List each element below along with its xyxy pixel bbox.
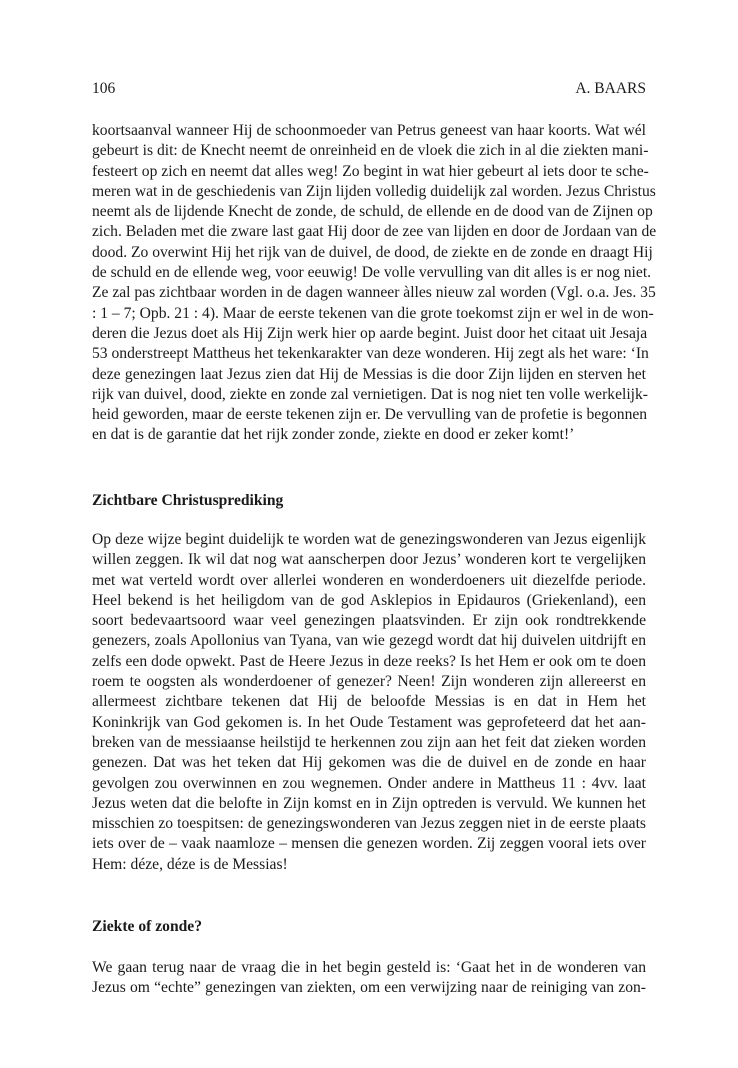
paragraph-2: [92, 530, 646, 875]
paragraph-3: [92, 958, 646, 999]
text-line: heid geworden, maar de eerste tekenen zijn er. De vervulling van de profetie is begonnen: [92, 406, 648, 424]
text-line: allermeest zichtbare tekenen dat Hij de beloofde Messias is en dat in Hem het: [92, 693, 646, 711]
text-line: de schuld en de ellende weg, voor eeuwig! De volle vervulling van dit alles is er nog niet.: [92, 264, 652, 282]
text-line: met wat verteld wordt over allerlei wonderen en wonderdoeners uit diezelfde periode.: [92, 571, 646, 589]
text-line: zich. Beladen met die zware last gaat Hij door de zee van lijden en door de Jordaan van de: [92, 223, 657, 241]
text-line: koortsaanval wanneer Hij de schoonmoeder van Petrus geneest van haar koorts. Wat wél: [92, 122, 646, 139]
text-line: Jezus om “echte” genezingen van ziekten, om een verwijzing naar de reiniging van zon-: [92, 979, 646, 997]
text-line: willen zeggen. Ik wil dat nog wat aanscherpen door Jezus’ wonderen kort te vergelijken: [92, 551, 646, 569]
page-number: 106: [92, 80, 116, 97]
section-heading-ziekte-of-zonde: Ziekte of zonde?: [92, 918, 203, 935]
text-line: gebeurt is dit: de Knecht neemt de onreinheid en de vloek die zich in al die ziekten mani-: [92, 142, 649, 160]
text-line: rijk van duivel, dood, ziekte en zonde zal vernietigen. Dat is nog niet ten volle werkelijk-: [92, 385, 648, 403]
text-line: genezers, zoals Apollonius van Tyana, van wie gezegd wordt dat hij duivelen uitdrijft en: [92, 632, 646, 650]
text-line: deren die Jezus doet als Hij Zijn werk hier op aarde begint. Juist door het citaat uit Jesaja: [92, 324, 648, 342]
text-line: Heel bekend is het heiligdom van de god Asklepios in Epidauros (Griekenland), een: [92, 591, 646, 609]
text-line: Jezus weten dat die belofte in Zijn komst en in Zijn optreden is vervuld. We kunnen het: [92, 794, 646, 812]
section-heading-zichtbare-christusprediking: Zichtbare Christusprediking: [92, 492, 284, 509]
text-line: neemt als de lijdende Knecht de zonde, de schuld, de ellende en de dood van de Zijnen op: [92, 203, 653, 221]
text-line: festeert op zich en neemt dat alles weg! Zo begint in wat hier gebeurt al iets door te sche-: [92, 162, 649, 180]
text-line: roem te oogsten als wonderdoener of genezer? Neen! Zijn wonderen zijn allereerst en: [92, 673, 646, 691]
text-line: breken van de messiaanse heilstijd te herkennen zou zijn aan het feit dat zieken worden: [92, 733, 646, 751]
text-line: iets over de – vaak naamloze – mensen die genezen worden. Zij zeggen vooral iets over: [92, 835, 646, 853]
text-line: Hem: déze, déze is de Messias!: [92, 855, 288, 873]
text-line: zelfs een dode opwekt. Past de Heere Jezus in deze reeks? Is het Hem er ook om te doen: [92, 652, 646, 670]
text-line: genezen. Dat was het teken dat Hij gekomen was die de duivel en de zonde en haar: [92, 754, 646, 772]
text-line: We gaan terug naar de vraag die in het begin gesteld is: ‘Gaat het in de wonderen van: [92, 959, 646, 976]
paragraph-1: [92, 121, 657, 446]
text-line: en dat is de garantie dat het rijk zonder zonde, ziekte en dood er zeker komt!’: [92, 426, 575, 444]
text-line: deze genezingen laat Jezus zien dat Hij de Messias is die door Zijn lijden en sterven het: [92, 365, 646, 383]
text-line: misschien zo toespitsen: de genezingswonderen van Jezus zeggen niet in de eerste plaats: [92, 815, 646, 833]
running-author: A. BAARS: [575, 80, 646, 97]
text-line: 53 onderstreept Mattheus het tekenkarakter van deze wonderen. Hij zegt als het ware: ‘In: [92, 345, 649, 363]
running-header: [92, 79, 646, 99]
text-line: Koninkrijk van God gekomen is. In het Oude Testament was geprofeteerd dat het aan-: [92, 713, 646, 731]
text-line: Op deze wijze begint duidelijk te worden wat de genezingswonderen van Jezus eigenlijk: [92, 531, 646, 548]
text-line: : 1 – 7; Opb. 21 : 4). Maar de eerste tekenen van die grote toekomst zijn er wel in de won-: [92, 304, 654, 322]
text-line: dood. Zo overwint Hij het rijk van de duivel, de dood, de ziekte en de zonde en draagt Hij: [92, 243, 653, 261]
text-line: meren wat in de geschiedenis van Zijn lijden volledig duidelijk zal worden. Jezus Christus: [92, 182, 656, 200]
text-line: gevolgen zou overwinnen en zou wegnemen. Onder andere in Mattheus 11 : 4vv. laat: [92, 774, 646, 792]
text-line: Ze zal pas zichtbaar worden in de dagen wanneer àlles nieuw zal worden (Vgl. o.a. Jes. 35: [92, 284, 656, 302]
text-line: soort bedevaartsoord waar veel genezingen plaatsvinden. Er zijn ook rondtrekkende: [92, 612, 646, 630]
